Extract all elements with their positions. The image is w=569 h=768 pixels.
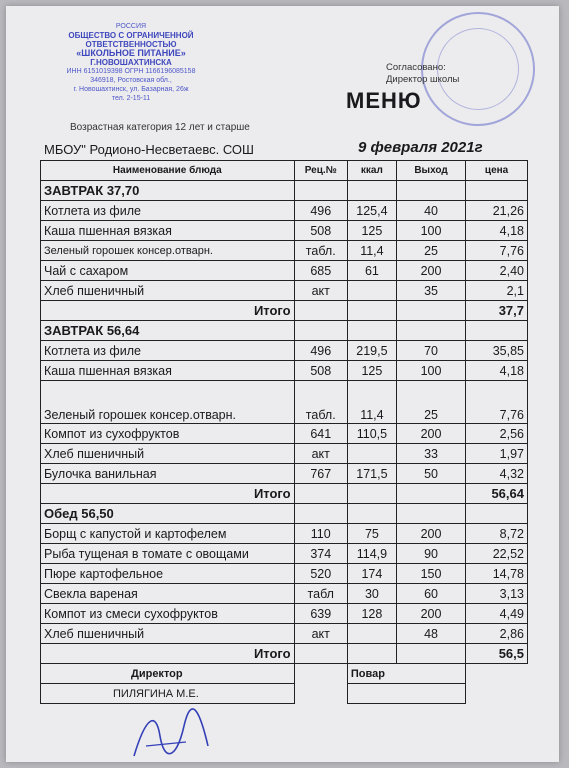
table-row: [41, 241, 528, 261]
dish-kcal: 61: [347, 261, 396, 281]
dish-price: 22,52: [466, 544, 528, 564]
table-row: [41, 464, 528, 484]
table-row: [41, 341, 528, 361]
dish-out: 90: [396, 544, 465, 564]
total-row: [41, 644, 528, 664]
dish-name: Каша пшенная вязкая: [41, 221, 295, 241]
column-header-kcal: ккал: [347, 161, 396, 181]
table-row: [41, 424, 528, 444]
dish-kcal: 30: [347, 584, 396, 604]
section-title: Обед 56,50: [41, 504, 295, 524]
stamp-line: РОССИЯ: [115, 23, 147, 30]
dish-price: 35,85: [466, 341, 528, 361]
table-row: [41, 604, 528, 624]
dish-price: 2,56: [466, 424, 528, 444]
total-label: Итого: [41, 644, 295, 664]
dish-rec: 639: [294, 604, 347, 624]
dish-price: 4,49: [466, 604, 528, 624]
dish-price: 4,18: [466, 361, 528, 381]
dish-rec: акт: [294, 281, 347, 301]
dish-name: Зеленый горошек консер.отварн.: [41, 381, 295, 424]
dish-rec: 496: [294, 201, 347, 221]
director-label: Директор: [41, 664, 295, 684]
dish-name: Свекла вареная: [41, 584, 295, 604]
dish-rec: акт: [294, 624, 347, 644]
dish-out: 35: [396, 281, 465, 301]
dish-out: 150: [396, 564, 465, 584]
section-title: ЗАВТРАК 37,70: [41, 181, 295, 201]
dish-name: Рыба тущеная в томате с овощами: [41, 544, 295, 564]
dish-rec: табл.: [294, 241, 347, 261]
stamp-line: ОБЩЕСТВО С ОГРАНИЧЕННОЙ: [68, 31, 194, 40]
dish-rec: 508: [294, 221, 347, 241]
table-row: [41, 584, 528, 604]
dish-kcal: 110,5: [347, 424, 396, 444]
dish-price: 2,40: [466, 261, 528, 281]
dish-price: 7,76: [466, 241, 528, 261]
dish-out: 200: [396, 524, 465, 544]
table-row: [41, 361, 528, 381]
dish-out: 60: [396, 584, 465, 604]
table-row: [41, 281, 528, 301]
dish-price: 14,78: [466, 564, 528, 584]
dish-out: 25: [396, 241, 465, 261]
page-title: МЕНЮ: [346, 88, 422, 113]
table-row: [41, 544, 528, 564]
table-row: [41, 444, 528, 464]
dish-kcal: [347, 281, 396, 301]
dish-name: Борщ с капустой и картофелем: [41, 524, 295, 544]
section-header-row: [41, 504, 528, 524]
dish-name: Хлеб пшеничный: [41, 624, 295, 644]
total-label: Итого: [41, 484, 295, 504]
dish-kcal: 128: [347, 604, 396, 624]
dish-rec: 508: [294, 361, 347, 381]
total-value: 56,64: [466, 484, 528, 504]
section-title: ЗАВТРАК 56,64: [41, 321, 295, 341]
company-stamp: [36, 22, 226, 103]
dish-out: 70: [396, 341, 465, 361]
dish-name: Хлеб пшеничный: [41, 444, 295, 464]
dish-price: 4,18: [466, 221, 528, 241]
dish-name: Котлета из филе: [41, 201, 295, 221]
dish-rec: 767: [294, 464, 347, 484]
table-row: [41, 201, 528, 221]
table-row: [41, 381, 528, 424]
dish-kcal: 75: [347, 524, 396, 544]
dish-name: Компот из сухофруктов: [41, 424, 295, 444]
table-row: [41, 564, 528, 584]
dish-out: 100: [396, 221, 465, 241]
stamp-line: ИНН 6151019398 ОГРН 1166196085158: [66, 68, 196, 75]
dish-price: 4,32: [466, 464, 528, 484]
stamp-line: тел. 2-15-11: [111, 95, 151, 102]
dish-name: Котлета из филе: [41, 341, 295, 361]
dish-rec: 374: [294, 544, 347, 564]
menu-table: [40, 160, 528, 704]
school-name: МБОУ" Родионо-Несветаевс. СОШ: [44, 142, 254, 157]
dish-price: 2,86: [466, 624, 528, 644]
stamp-line: Г.НОВОШАХТИНСКА: [90, 58, 172, 67]
menu-sheet: [6, 6, 559, 762]
total-row: [41, 301, 528, 321]
column-header-out: Выход: [396, 161, 465, 181]
total-value: 37,7: [466, 301, 528, 321]
stamp-line: г. Новошахтинск, ул. Базарная, 26ж: [73, 86, 189, 93]
stamp-line: «ШКОЛЬНОЕ ПИТАНИЕ»: [76, 48, 186, 58]
cook-label: Повар: [347, 664, 465, 684]
dish-name: Булочка ванильная: [41, 464, 295, 484]
dish-rec: табл: [294, 584, 347, 604]
total-label: Итого: [41, 301, 295, 321]
approval-role: Директор школы: [386, 74, 460, 85]
dish-out: 200: [396, 604, 465, 624]
dish-out: 50: [396, 464, 465, 484]
column-header-price: цена: [466, 161, 528, 181]
dish-price: 7,76: [466, 381, 528, 424]
dish-out: 25: [396, 381, 465, 424]
dish-out: 40: [396, 201, 465, 221]
total-row: [41, 484, 528, 504]
dish-out: 100: [396, 361, 465, 381]
table-row: [41, 261, 528, 281]
table-header-row: [41, 161, 528, 181]
dish-price: 2,1: [466, 281, 528, 301]
director-name: ПИЛЯГИНА М.Е.: [41, 684, 295, 704]
dish-price: 1,97: [466, 444, 528, 464]
total-value: 56,5: [466, 644, 528, 664]
dish-rec: 520: [294, 564, 347, 584]
dish-rec: 641: [294, 424, 347, 444]
dish-kcal: 114,9: [347, 544, 396, 564]
signature-row: [41, 664, 528, 684]
dish-kcal: 125: [347, 221, 396, 241]
table-row: [41, 624, 528, 644]
dish-kcal: 171,5: [347, 464, 396, 484]
dish-name: Чай с сахаром: [41, 261, 295, 281]
approval-label: Согласовано:: [386, 62, 446, 73]
dish-kcal: [347, 624, 396, 644]
handwritten-signature: [126, 706, 216, 766]
table-row: [41, 221, 528, 241]
dish-kcal: 219,5: [347, 341, 396, 361]
dish-rec: 110: [294, 524, 347, 544]
dish-kcal: 11,4: [347, 381, 396, 424]
approval-block: [386, 62, 459, 86]
dish-name: Зеленый горошек консер.отварн.: [41, 241, 295, 261]
dish-rec: табл.: [294, 381, 347, 424]
table-row: [41, 524, 528, 544]
dish-name: Хлеб пшеничный: [41, 281, 295, 301]
dish-name: Пюре картофельное: [41, 564, 295, 584]
dish-out: 200: [396, 261, 465, 281]
dish-price: 3,13: [466, 584, 528, 604]
dish-out: 33: [396, 444, 465, 464]
dish-kcal: 174: [347, 564, 396, 584]
dish-kcal: [347, 444, 396, 464]
dish-rec: 496: [294, 341, 347, 361]
dish-kcal: 125,4: [347, 201, 396, 221]
menu-date: 9 февраля 2021г: [358, 139, 483, 156]
dish-out: 200: [396, 424, 465, 444]
dish-price: 8,72: [466, 524, 528, 544]
signature-row: [41, 684, 528, 704]
dish-rec: 685: [294, 261, 347, 281]
stamp-line: 346918, Ростовская обл.,: [90, 77, 172, 84]
section-header-row: [41, 181, 528, 201]
age-category: Возрастная категория 12 лет и старше: [70, 122, 250, 133]
column-header-name: Наименование блюда: [41, 161, 295, 181]
dish-name: Каша пшенная вязкая: [41, 361, 295, 381]
dish-out: 48: [396, 624, 465, 644]
dish-kcal: 125: [347, 361, 396, 381]
stamp-line: ОТВЕТСТВЕННОСТЬЮ: [85, 40, 177, 49]
dish-price: 21,26: [466, 201, 528, 221]
dish-name: Компот из смеси сухофруктов: [41, 604, 295, 624]
dish-kcal: 11,4: [347, 241, 396, 261]
section-header-row: [41, 321, 528, 341]
column-header-rec: Рец.№: [294, 161, 347, 181]
dish-rec: акт: [294, 444, 347, 464]
